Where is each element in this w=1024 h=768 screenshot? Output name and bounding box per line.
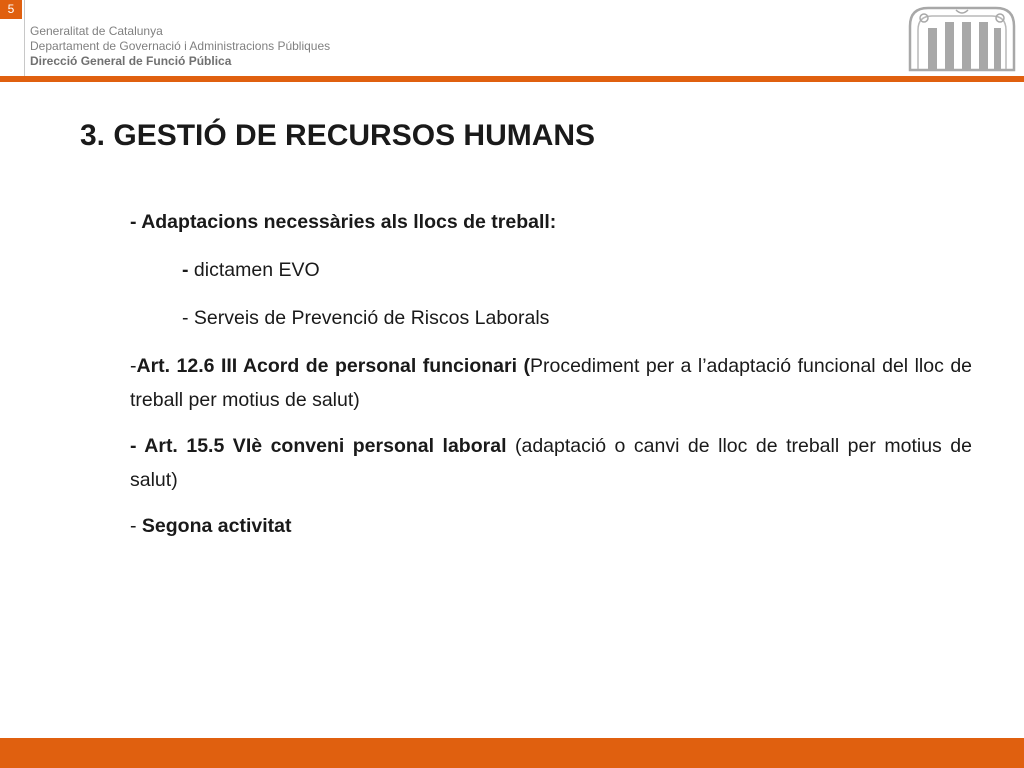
org-department: Departament de Governació i Administracions Públiques — [30, 39, 331, 53]
organization-header — [30, 24, 330, 69]
sub-item-evo-dash: - — [182, 259, 194, 281]
art-12-6-title: Art. 12.6 III Acord de personal funcionari ( — [136, 355, 530, 377]
footer-bar — [0, 738, 1024, 768]
list-item-second-activity — [130, 509, 972, 543]
generalitat-emblem-icon — [906, 4, 1018, 74]
slide-title: 3. GESTIÓ DE RECURSOS HUMANS — [80, 119, 596, 152]
second-activity-dash: - — [130, 515, 142, 537]
slide-number: 5 — [0, 0, 22, 19]
art-12-6-dash: - — [130, 355, 137, 377]
header-rule — [0, 76, 1024, 82]
sub-item-prevention: - Serveis de Prevenció de Riscos Laborals — [182, 307, 550, 329]
slide-body — [130, 205, 972, 543]
sub-item-evo — [130, 253, 972, 287]
art-15-5-text: (adaptació o canvi de lloc de treball per motius de salut) — [130, 435, 972, 491]
second-activity-title: Segona activitat — [141, 515, 292, 537]
list-item-art-15-5 — [130, 429, 972, 497]
art-15-5-title: - Art. 15.5 VIè conveni personal laboral — [130, 435, 507, 457]
org-name: Generalitat de Catalunya — [30, 24, 163, 38]
org-directorate: Direcció General de Funció Pública — [30, 54, 232, 68]
list-item-adaptations: - Adaptacions necessàries als llocs de treball: — [130, 211, 557, 233]
list-item-art-12-6 — [130, 349, 972, 417]
header-divider — [24, 0, 25, 76]
art-12-6-text: Procediment per a l’adaptació funcional del lloc de treball per motius de salut) — [130, 355, 973, 411]
sub-item-evo-text: dictamen EVO — [193, 259, 320, 281]
